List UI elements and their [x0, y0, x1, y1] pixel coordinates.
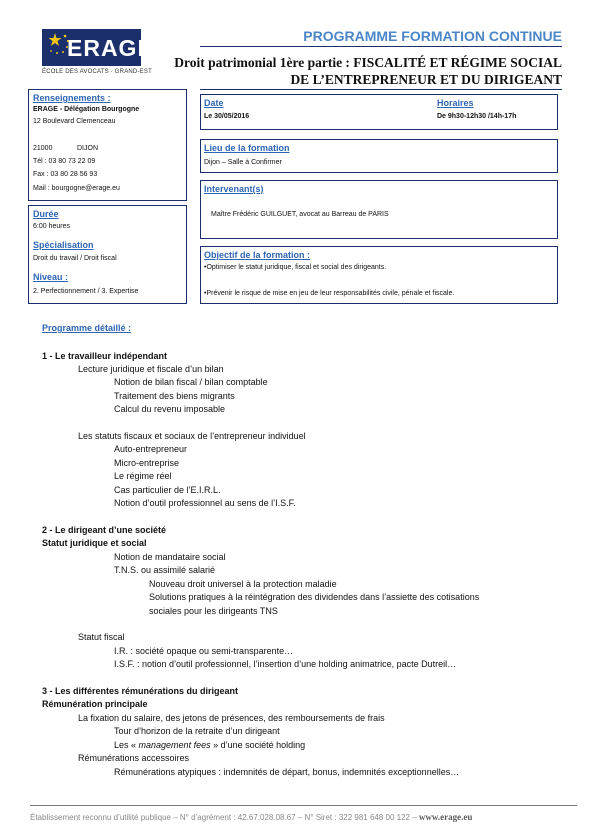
- horaires-value: De 9h30-12h30 /14h-17h: [437, 113, 517, 120]
- page-title: PROGRAMME FORMATION CONTINUE: [303, 28, 562, 44]
- section-2-subtitle: Statut juridique et social: [42, 538, 147, 548]
- section-2-title: 2 - Le dirigeant d’une société: [42, 525, 167, 535]
- duree-label: Durée: [33, 209, 59, 219]
- list-item: sociales pour les dirigeants TNS: [149, 606, 278, 616]
- list-item: [114, 740, 305, 750]
- lieu-value: Dijon – Salle à Confirmer: [204, 159, 282, 166]
- list-item: Solutions pratiques à la réintégration des dividendes dans l’assiette des cotisations: [149, 592, 480, 602]
- niveau-label: Niveau :: [33, 272, 69, 282]
- objectif-item-1: •Optimiser le statut juridique, fiscal et social des dirigeants.: [204, 264, 387, 271]
- management-fees-suffix: » d’une société holding: [210, 740, 306, 750]
- course-title-line1: Droit patrimonial 1ère partie : FISCALITÉ ET RÉGIME SOCIAL: [174, 55, 562, 70]
- postcode: 21000: [33, 145, 53, 152]
- address: 12 Boulevard Clemenceau: [33, 118, 116, 125]
- logo-word: ERAGE: [67, 35, 154, 61]
- mail[interactable]: Mail : bourgogne@erage.eu: [33, 185, 120, 192]
- footer: [30, 812, 577, 822]
- specialisation-label: Spécialisation: [33, 240, 94, 250]
- logo-subtitle: ÉCOLE DES AVOCATS · GRAND-EST: [42, 69, 152, 75]
- date-label: Date: [204, 98, 224, 108]
- footer-text: Établissement reconnu d’utilité publique – N° d’agrément : 42.67.028.08.67 – N° Siret : 322 981 648 00 122 –: [30, 813, 419, 822]
- course-title: [160, 54, 562, 88]
- list-item: Traitement des biens migrants: [114, 391, 235, 401]
- specialisation-value: Droit du travail / Droit fiscal: [33, 255, 117, 262]
- list-item: Rémunérations atypiques : indemnités de départ, bonus, indemnités exceptionnelles…: [114, 767, 460, 777]
- niveau-value: 2. Perfectionnement / 3. Expertise: [33, 288, 139, 295]
- course-info-box: [28, 205, 187, 304]
- city: DIJON: [77, 145, 98, 152]
- list-item: Micro-entreprise: [114, 458, 180, 468]
- list-item: I.R. : société opaque ou semi-transparente…: [114, 646, 294, 656]
- objectif-label: Objectif de la formation :: [204, 250, 311, 260]
- list-item: Statut fiscal: [78, 632, 125, 642]
- list-item: Auto-entrepreneur: [114, 444, 188, 454]
- list-item: Les statuts fiscaux et sociaux de l’entrepreneur individuel: [78, 431, 306, 441]
- intervenant-box: [200, 180, 558, 239]
- date-value: Le 30/05/2016: [204, 113, 250, 120]
- list-item: Nouveau droit universel à la protection maladie: [149, 579, 337, 589]
- list-item: Notion d’outil professionnel au sens de l’I.S.F.: [114, 498, 296, 508]
- management-fees-term: management fees: [138, 740, 211, 750]
- course-title-line2: DE L’ENTREPRENEUR ET DU DIRIGEANT: [290, 72, 562, 87]
- website-link[interactable]: www.erage.eu: [418, 812, 473, 822]
- header-rule: [200, 46, 562, 47]
- list-item: Rémunérations accessoires: [78, 753, 190, 763]
- section-1-title: 1 - Le travailleur indépendant: [42, 351, 168, 361]
- renseignements-label: Renseignements :: [33, 93, 111, 103]
- tel: Tél : 03 80 73 22 09: [33, 158, 96, 165]
- list-item: Cas particulier de l’E.I.R.L.: [114, 485, 221, 495]
- erage-logo: [42, 29, 154, 66]
- list-item: La fixation du salaire, des jetons de présences, des remboursements de frais: [78, 713, 385, 723]
- horaires-label: Horaires: [437, 98, 474, 108]
- list-item: Notion de bilan fiscal / bilan comptable: [114, 377, 268, 387]
- org-name: ERAGE - Délégation Bourgogne: [33, 106, 140, 113]
- list-item: T.N.S. ou assimilé salarié: [114, 565, 216, 575]
- section-3-title: 3 - Les différentes rémunérations du dirigeant: [42, 686, 239, 696]
- list-item: Tour d’horizon de la retraite d’un dirigeant: [114, 726, 280, 736]
- list-item: Lecture juridique et fiscale d’un bilan: [78, 364, 224, 374]
- date-box: [200, 94, 558, 130]
- section-3-subtitle: Rémunération principale: [42, 699, 148, 709]
- list-item: Le régime réel: [114, 471, 172, 481]
- list-item: Notion de mandataire social: [114, 552, 226, 562]
- programme-heading: Programme détaillé :: [42, 323, 132, 333]
- objectif-box: [200, 246, 558, 304]
- header-rule-bottom: [200, 89, 562, 90]
- intervenant-label: Intervenant(s): [204, 184, 264, 194]
- intervenant-value: Maître Frédéric GUILGUET, avocat au Barreau de PARIS: [211, 211, 389, 218]
- lieu-label: Lieu de la formation: [204, 143, 290, 153]
- list-item: I.S.F. : notion d’outil professionnel, l’insertion d’une holding animatrice, pacte Dutreil…: [114, 659, 457, 669]
- footer-divider: [30, 805, 577, 806]
- renseignements-box: [28, 89, 187, 201]
- list-item: Calcul du revenu imposable: [114, 404, 226, 414]
- management-fees-prefix: Les «: [114, 740, 139, 750]
- duree-value: 6:00 heures: [33, 223, 70, 230]
- fax: Fax : 03 80 28 56 93: [33, 171, 98, 178]
- objectif-item-2: •Prévenir le risque de mise en jeu de leur responsabilités civile, pénale et fiscale.: [204, 290, 455, 297]
- lieu-box: [200, 139, 558, 173]
